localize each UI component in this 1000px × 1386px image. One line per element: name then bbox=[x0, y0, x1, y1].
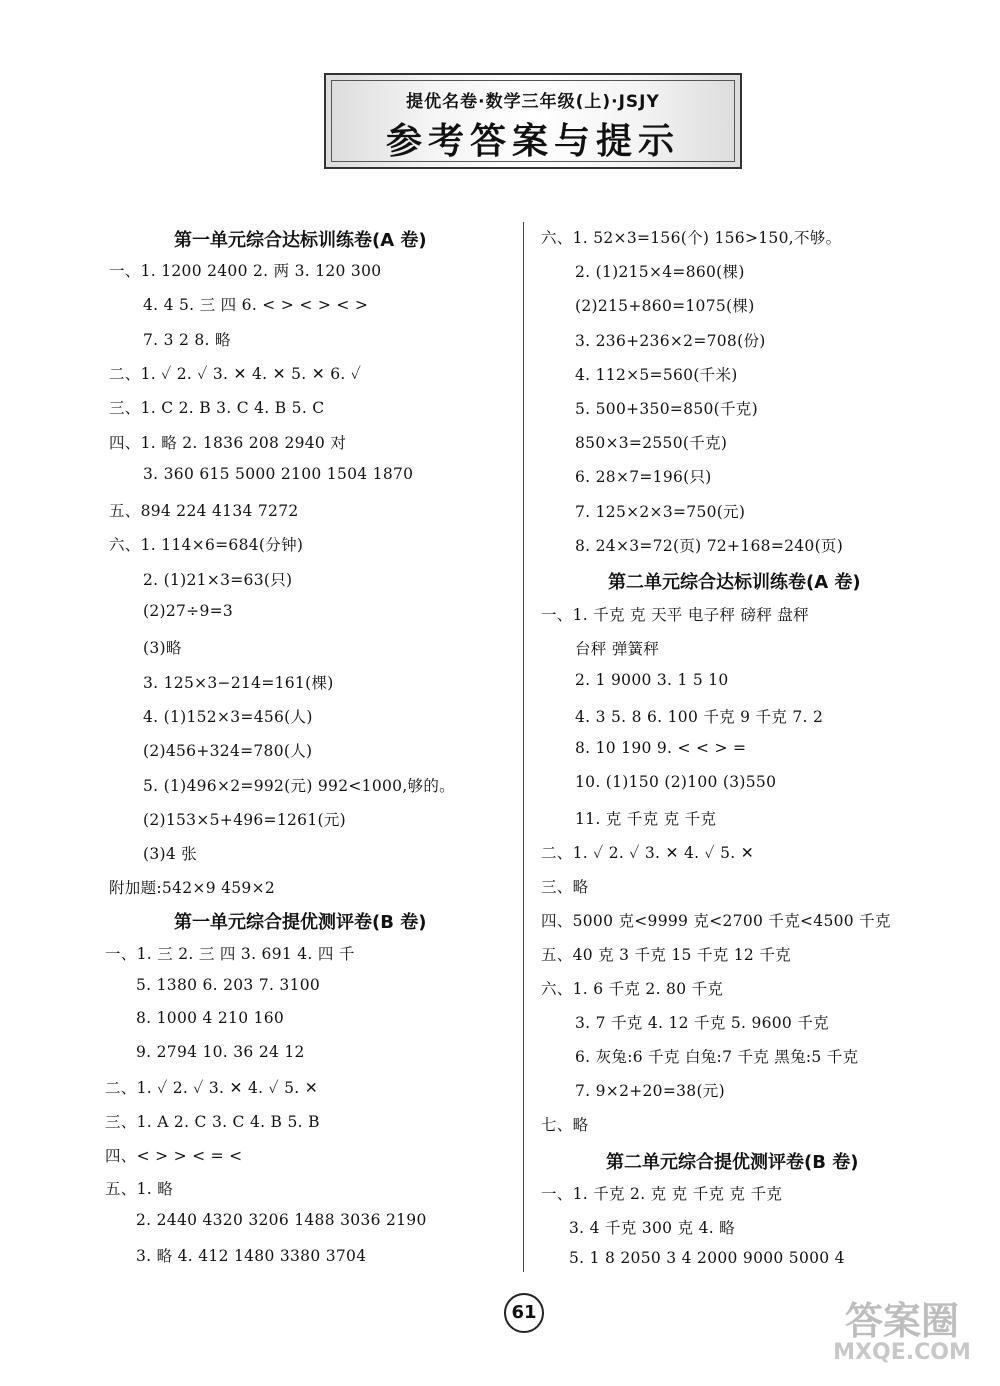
answer-line: 2. (1)215×4=860(棵) bbox=[575, 263, 745, 282]
answer-line: 5. 500+350=850(千克) bbox=[575, 400, 758, 418]
section-heading-unit2-b: 第二单元综合提优测评卷(B 卷) bbox=[606, 1152, 859, 1173]
answer-line: 11. 克 千克 克 千克 bbox=[575, 810, 717, 828]
answer-line: 5. (1)496×2=992(元) 992<1000,够的。 bbox=[143, 776, 455, 795]
answer-line: 五、1. 略 bbox=[105, 1180, 174, 1199]
answer-line: 3. 236+236×2=708(份) bbox=[575, 331, 766, 350]
answer-line: 3. 7 千克 4. 12 千克 5. 9600 千克 bbox=[575, 1014, 829, 1032]
answer-line: 8. 1000 4 210 160 bbox=[136, 1009, 285, 1028]
answer-line: 8. 10 190 9. < < > = bbox=[575, 739, 747, 757]
answer-line: 四、5000 克<9999 克<2700 千克<4500 千克 bbox=[541, 912, 891, 930]
answer-line: 附加题:542×9 459×2 bbox=[109, 879, 276, 898]
answer-line: (2)27÷9=3 bbox=[143, 602, 234, 620]
title-banner bbox=[324, 73, 742, 169]
answer-line: (2)153×5+496=1261(元) bbox=[143, 810, 346, 829]
answer-line: 2. (1)21×3=63(只) bbox=[143, 570, 293, 589]
page-number: 61 bbox=[511, 1302, 537, 1323]
column-divider bbox=[523, 222, 524, 1272]
answer-line: 一、1. 1200 2400 2. 两 3. 120 300 bbox=[109, 262, 382, 280]
answer-line: 一、1. 三 2. 三 四 3. 691 4. 四 千 bbox=[105, 945, 355, 963]
answer-line: 4. 4 5. 三 四 6. < > < > < > bbox=[143, 296, 369, 315]
answer-line: 七、略 bbox=[541, 1116, 589, 1134]
answer-line: 四、< > > < = < bbox=[105, 1146, 243, 1165]
answer-line: 4. 3 5. 8 6. 100 千克 9 千克 7. 2 bbox=[575, 708, 824, 726]
answer-line: (3)4 张 bbox=[143, 845, 198, 864]
answer-line: 850×3=2550(千克) bbox=[575, 434, 728, 453]
answer-line: (2)456+324=780(人) bbox=[143, 742, 313, 761]
answer-line: 3. 略 4. 412 1480 3380 3704 bbox=[136, 1247, 367, 1266]
section-heading-unit2-a: 第二单元综合达标训练卷(A 卷) bbox=[608, 572, 861, 593]
banner-title: 参考答案与提示 bbox=[385, 121, 680, 162]
watermark-text: 答案圈 bbox=[844, 1299, 959, 1343]
answer-line: (2)215+860=1075(棵) bbox=[575, 297, 755, 316]
answer-line: 8. 24×3=72(页) 72+168=240(页) bbox=[575, 536, 844, 555]
answer-line: 二、1. ✓ 2. ✓ 3. ✕ 4. ✓ 5. ✕ bbox=[105, 1079, 319, 1098]
answer-line: 六、1. 6 千克 2. 80 千克 bbox=[541, 980, 724, 998]
answer-line: 10. (1)150 (2)100 (3)550 bbox=[575, 773, 777, 791]
answer-line: 台秤 弹簧秤 bbox=[575, 640, 660, 658]
answer-line: 6. 灰兔:6 千克 白兔:7 千克 黑兔:5 千克 bbox=[575, 1048, 859, 1066]
answer-line: 3. 4 千克 300 克 4. 略 bbox=[569, 1218, 735, 1237]
answer-line: (3)略 bbox=[143, 639, 182, 658]
answer-line: 二、1. ✓ 2. ✓ 3. ✕ 4. ✕ 5. ✕ 6. ✓ bbox=[109, 364, 362, 383]
page-number-badge bbox=[498, 1287, 548, 1337]
answer-line: 5. 1380 6. 203 7. 3100 bbox=[136, 975, 321, 994]
answer-line: 7. 9×2+20=38(元) bbox=[575, 1082, 725, 1100]
answer-line: 三、1. A 2. C 3. C 4. B 5. B bbox=[105, 1113, 320, 1131]
answer-line: 四、1. 略 2. 1836 208 2940 对 bbox=[109, 433, 347, 452]
section-heading-unit1-a: 第一单元综合达标训练卷(A 卷) bbox=[174, 230, 427, 251]
answer-line: 5. 1 8 2050 3 4 2000 9000 5000 4 bbox=[569, 1249, 845, 1268]
answer-line: 三、略 bbox=[541, 878, 589, 896]
answer-line: 2. 1 9000 3. 1 5 10 bbox=[575, 671, 729, 689]
answer-line: 五、40 克 3 千克 15 千克 12 千克 bbox=[541, 946, 791, 964]
answer-line: 7. 3 2 8. 略 bbox=[143, 330, 231, 349]
answer-line: 二、1. ✓ 2. ✓ 3. ✕ 4. ✓ 5. ✕ bbox=[541, 844, 755, 862]
answer-line: 三、1. C 2. B 3. C 4. B 5. C bbox=[109, 399, 325, 418]
answer-line: 7. 125×2×3=750(元) bbox=[575, 502, 746, 521]
answer-line: 3. 125×3−214=161(棵) bbox=[143, 673, 334, 692]
watermark-url: MXQE.COM bbox=[833, 1340, 971, 1365]
answer-line: 9. 2794 10. 36 24 12 bbox=[136, 1042, 305, 1061]
answer-line: 4. (1)152×3=456(人) bbox=[143, 707, 313, 726]
answer-line: 2. 2440 4320 3206 1488 3036 2190 bbox=[136, 1210, 427, 1229]
banner-subtitle: 提优名卷·数学三年级(上)·JSJY bbox=[406, 92, 660, 112]
answer-line: 3. 360 615 5000 2100 1504 1870 bbox=[143, 464, 414, 483]
answer-line: 一、1. 千克 2. 克 克 千克 克 千克 bbox=[541, 1185, 783, 1203]
answer-line: 一、1. 千克 克 天平 电子秤 磅秤 盘秤 bbox=[541, 606, 809, 624]
watermark bbox=[812, 1290, 992, 1380]
section-heading-unit1-b: 第一单元综合提优测评卷(B 卷) bbox=[174, 912, 427, 933]
answer-line: 六、1. 114×6=684(分钟) bbox=[109, 536, 304, 555]
answer-line: 五、894 224 4134 7272 bbox=[109, 502, 299, 521]
answer-line: 6. 28×7=196(只) bbox=[575, 468, 712, 487]
answer-line: 4. 112×5=560(千米) bbox=[575, 365, 738, 384]
answer-line: 六、1. 52×3=156(个) 156>150,不够。 bbox=[541, 229, 842, 247]
